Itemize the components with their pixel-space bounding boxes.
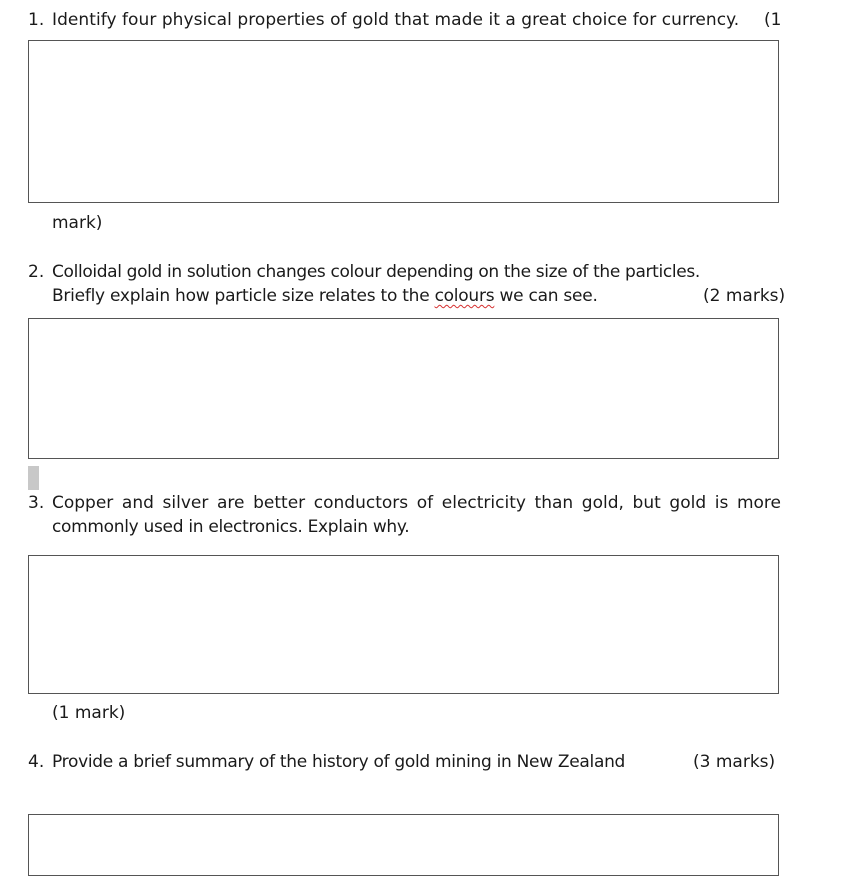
q1-marks-start: (1 (764, 10, 782, 30)
q1-number: 1. (28, 10, 45, 30)
q3-line2: commonly used in electronics. Explain why. (52, 517, 410, 537)
q4-text: Provide a brief summary of the history of gold mining in New Zealand (52, 752, 626, 772)
q2-answer-box[interactable] (28, 318, 779, 459)
q4-marks: (3 marks) (693, 752, 776, 772)
q3-number: 3. (28, 493, 45, 513)
q3-marks: (1 mark) (52, 703, 126, 723)
q1-answer-box[interactable] (28, 40, 779, 203)
q1-marks-end: mark) (52, 213, 103, 233)
text-cursor-marker (28, 466, 39, 490)
q2-line1: Colloidal gold in solution changes colour depending on the size of the particles. (52, 262, 700, 282)
q4-answer-box[interactable] (28, 814, 779, 876)
q3-answer-box[interactable] (28, 555, 779, 694)
q2-number: 2. (28, 262, 45, 282)
q2-line2: Briefly explain how particle size relates to the colours we can see. (52, 286, 598, 306)
q2-marks: (2 marks) (703, 286, 786, 306)
q4-number: 4. (28, 752, 45, 772)
q3-line1: Copper and silver are better conductors of electricity than gold, but gold is more (52, 493, 781, 513)
q1-text: Identify four physical properties of gold that made it a great choice for currency. (52, 10, 740, 30)
spellcheck-flagged-word[interactable]: colours (434, 286, 495, 306)
